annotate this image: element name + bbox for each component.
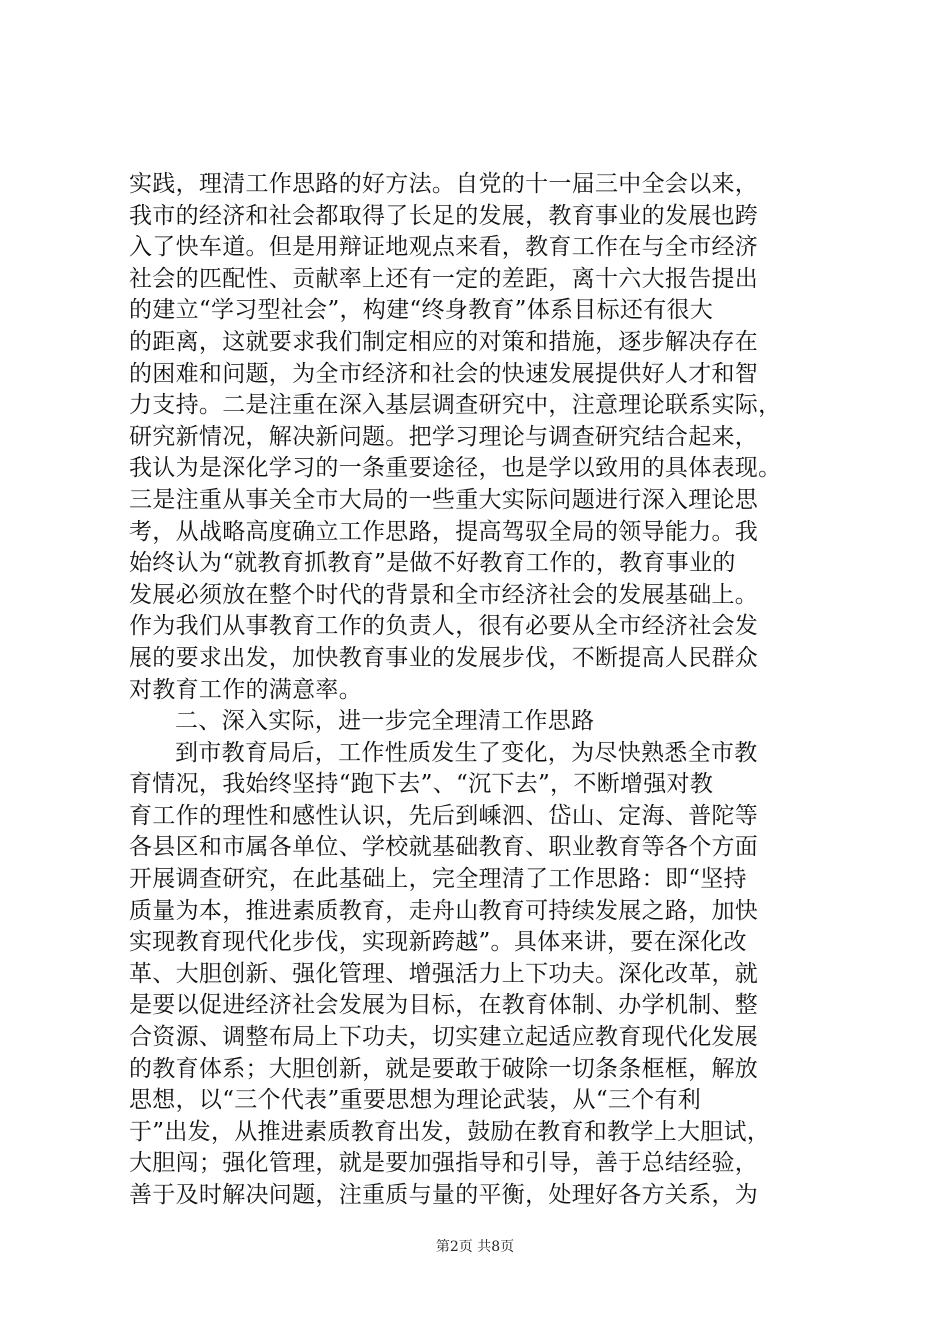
text-line: 的建立“学习型社会”，构建“终身教育”体系目标还有很大 bbox=[129, 297, 714, 324]
text-line: 我市的经济和社会都取得了长足的发展，教育事业的发展也跨 bbox=[129, 202, 759, 229]
text-line: 始终认为“就教育抓教育”是做不好教育工作的，教育事业的 bbox=[129, 550, 736, 577]
text-line: 育情况，我始终坚持“跑下去”、“沉下去”，不断增强对教 bbox=[129, 771, 714, 798]
page-footer: 第2页 共8页 bbox=[435, 1239, 515, 1255]
text-line: 的距离，这就要求我们制定相应的对策和措施，逐步解决存在 bbox=[129, 328, 759, 355]
text-line: 实现教育现代化步伐，实现新跨越”。具体来讲，要在深化改 bbox=[129, 929, 747, 956]
text-line: 入了快车道。但是用辩证地观点来看，教育工作在与全市经济 bbox=[129, 234, 759, 261]
text-line: 对教育工作的满意率。 bbox=[129, 676, 362, 703]
text-line: 研究新情况，解决新问题。把学习理论与调查研究结合起来， bbox=[129, 423, 759, 450]
text-line: 我认为是深化学习的一条重要途径，也是学以致用的具体表现。 bbox=[129, 455, 782, 482]
text-line: 到市教育局后，工作性质发生了变化，为尽快熟悉全市教 bbox=[175, 739, 758, 766]
text-line: 于”出发，从推进素质教育出发，鼓励在教育和教学上大胆试， bbox=[129, 1118, 771, 1145]
text-line: 力支持。二是注重在深入基层调查研究中，注意理论联系实际， bbox=[129, 392, 782, 419]
text-line: 实践，理清工作思路的好方法。自党的十一届三中全会以来， bbox=[129, 171, 759, 197]
text-line: 的困难和问题，为全市经济和社会的快速发展提供好人才和智 bbox=[129, 360, 759, 387]
section-heading: 二、深入实际，进一步完全理清工作思路 bbox=[175, 708, 595, 735]
text-line: 大胆闯；强化管理，就是要加强指导和引导，善于总结经验， bbox=[129, 1150, 759, 1177]
document-body bbox=[129, 169, 829, 1212]
text-line: 三是注重从事关全市大局的一些重大实际问题进行深入理论思 bbox=[129, 486, 759, 513]
text-line: 育工作的理性和感性认识，先后到嵊泗、岱山、定海、普陀等 bbox=[129, 802, 759, 829]
text-line: 是要以促进经济社会发展为目标，在教育体制、办学机制、整 bbox=[129, 992, 759, 1019]
text-line: 革、大胆创新、强化管理、增强活力上下功夫。深化改革，就 bbox=[129, 960, 759, 987]
text-line: 作为我们从事教育工作的负责人，很有必要从全市经济社会发 bbox=[129, 613, 759, 640]
text-line: 的教育体系；大胆创新，就是要敢于破除一切条条框框，解放 bbox=[129, 1055, 759, 1082]
text-line: 合资源、调整布局上下功夫，切实建立起适应教育现代化发展 bbox=[129, 1024, 759, 1051]
text-line: 展的要求出发，加快教育事业的发展步伐，不断提高人民群众 bbox=[129, 644, 759, 671]
text-line: 质量为本，推进素质教育，走舟山教育可持续发展之路，加快 bbox=[129, 897, 759, 924]
text-line: 发展必须放在整个时代的背景和全市经济社会的发展基础上。 bbox=[129, 581, 759, 608]
text-line: 善于及时解决问题，注重质与量的平衡，处理好各方关系，为 bbox=[129, 1182, 759, 1208]
text-line: 各县区和市属各单位、学校就基础教育、职业教育等各个方面 bbox=[129, 834, 759, 861]
text-line: 开展调查研究，在此基础上，完全理清了工作思路：即“坚持 bbox=[129, 866, 747, 893]
text-line: 思想，以“三个代表”重要思想为理论武装，从“三个有利 bbox=[129, 1087, 702, 1114]
text-line: 考，从战略高度确立工作思路，提高驾驭全局的领导能力。我 bbox=[129, 518, 759, 545]
text-line: 社会的匹配性、贡献率上还有一定的差距，离十六大报告提出 bbox=[129, 265, 759, 292]
